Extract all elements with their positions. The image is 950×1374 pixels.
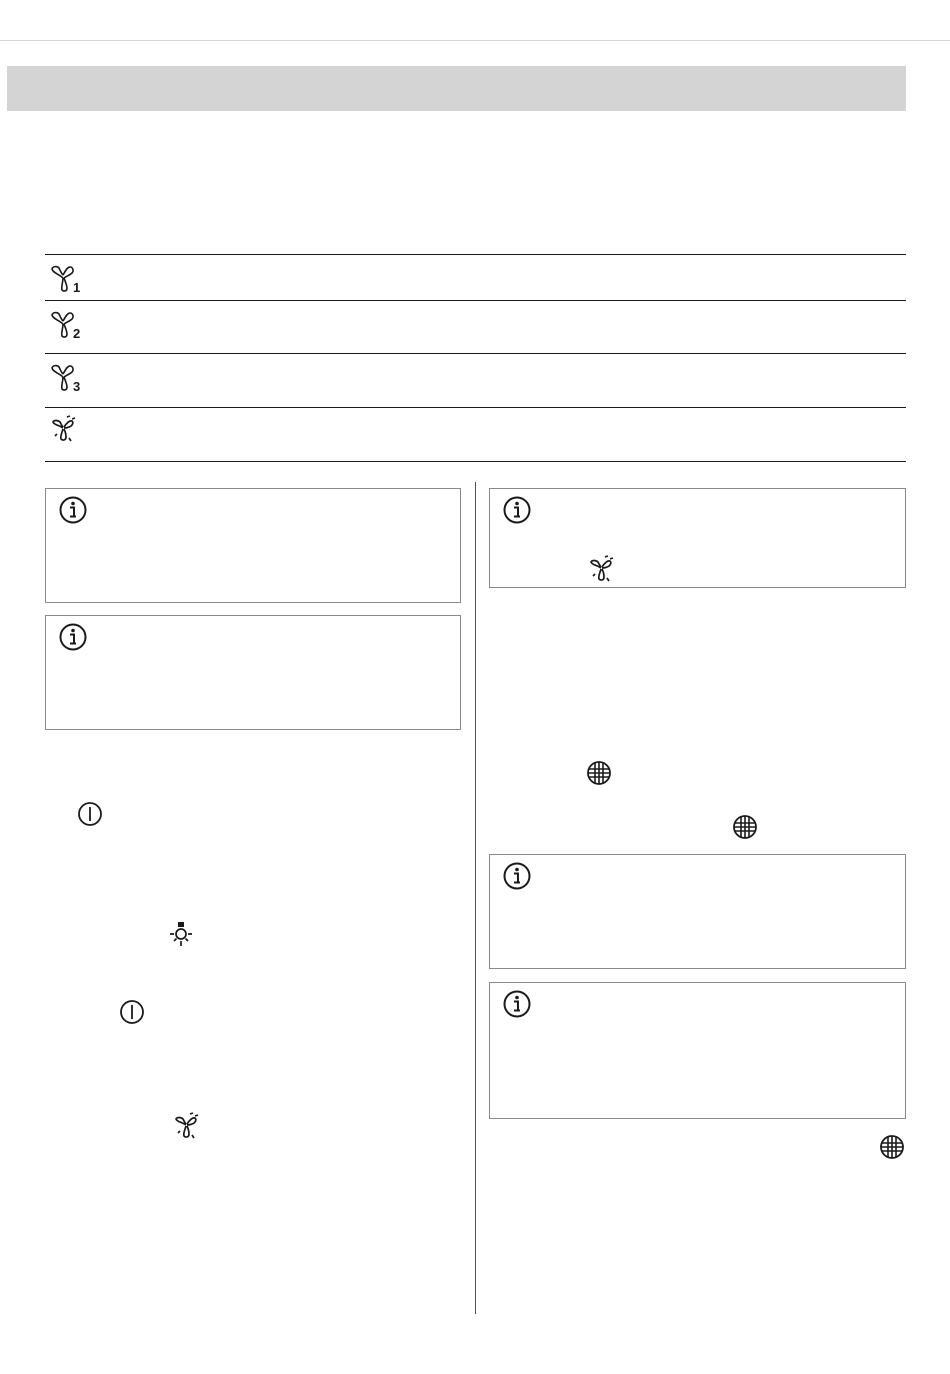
fan-speed-2-icon [50,307,84,344]
table-row [45,353,906,407]
fan-intensive-icon [50,414,80,449]
power-icon [119,999,145,1030]
top-rule [0,40,950,41]
table-row [45,254,906,300]
column-divider [475,482,476,1314]
fan-speed-table [45,254,906,462]
fan-speed-1-icon [50,261,84,298]
grease-filter-icon [586,760,612,791]
power-icon [77,801,103,832]
info-icon [58,495,88,530]
info-note [45,488,461,603]
info-icon [502,989,532,1024]
fan-speed-3-icon [50,360,84,397]
info-icon [502,861,532,896]
info-note [489,488,906,588]
table-row [45,407,906,462]
svg-text:1: 1 [73,280,81,293]
info-icon [502,495,532,530]
light-icon [167,920,195,953]
fan-intensive-icon [588,554,618,589]
grease-filter-icon [732,814,758,845]
svg-text:3: 3 [73,379,81,392]
info-note [489,982,906,1119]
info-icon [58,622,88,657]
info-note [45,615,461,730]
section-header-bar [7,66,906,111]
table-row [45,300,906,353]
info-note [489,854,906,969]
fan-intensive-icon [173,1111,203,1146]
svg-text:2: 2 [73,326,81,339]
grease-filter-icon [879,1134,905,1165]
